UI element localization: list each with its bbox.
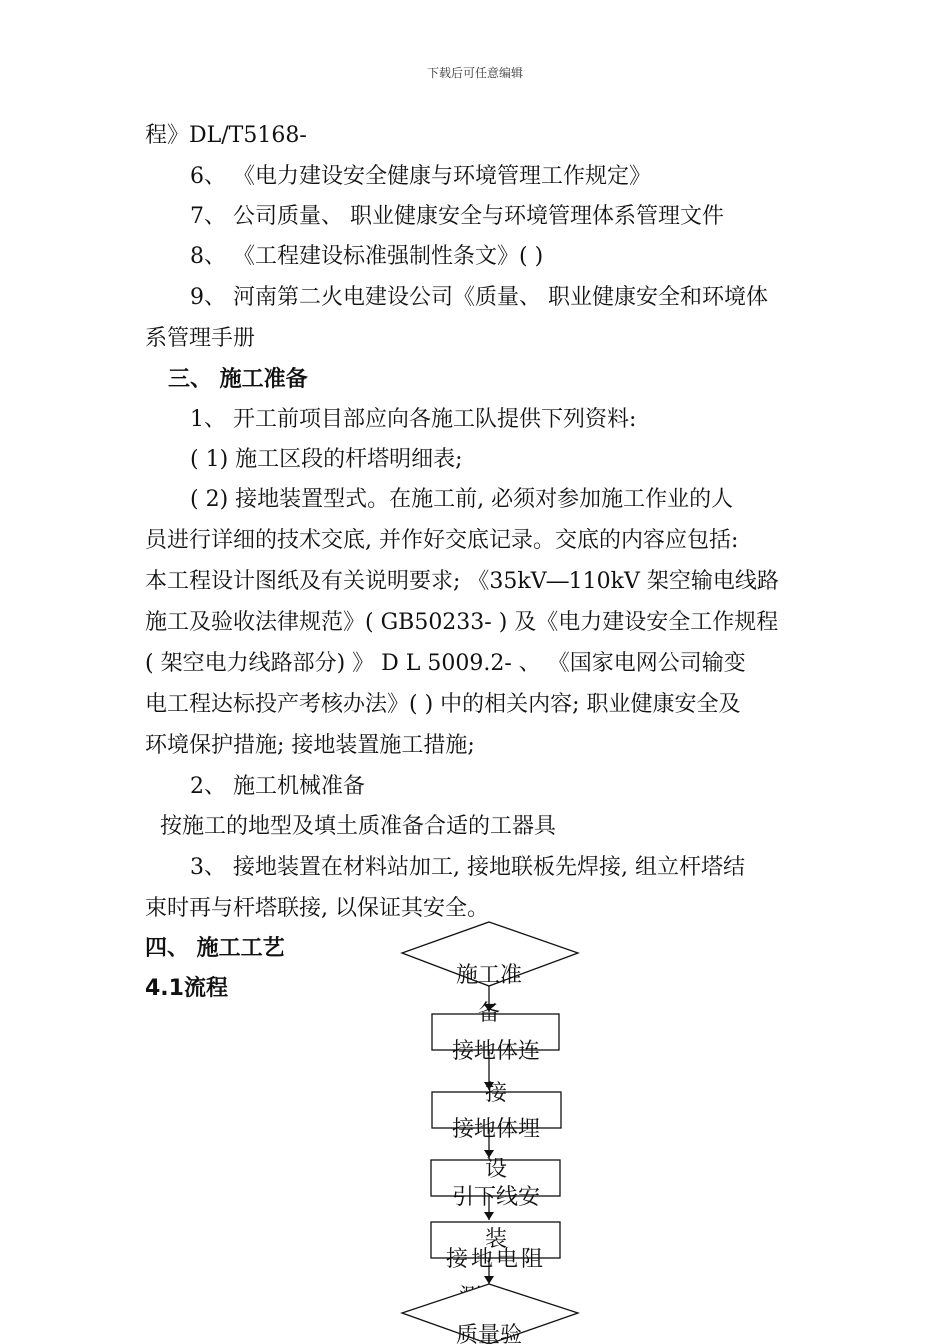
flow-node-label: 接地体埋	[451, 1117, 541, 1142]
flow-node-inspect	[402, 1284, 578, 1344]
flow-node-label: 接地电阻	[445, 1247, 547, 1272]
text-line: ( 2) 接地装置型式。在施工前, 必须对参加施工作业的人	[190, 487, 734, 512]
flowchart	[380, 915, 610, 1344]
text-line: 员进行详细的技术交底, 并作好交底记录。交底的内容应包括:	[145, 528, 739, 553]
text-line: 电工程达标投产考核办法》( ) 中的相关内容; 职业健康安全及	[145, 692, 741, 717]
flow-node-label: 接	[484, 1081, 508, 1106]
text-line: 系管理手册	[145, 326, 256, 351]
text-line: 6、 《电力建设安全健康与环境管理工作规定》	[190, 164, 651, 189]
text-line: 3、 接地装置在材料站加工, 接地联板先焊接, 组立杆塔结	[190, 855, 745, 880]
text-line: 施工及验收法律规范》( GB50233- ) 及《电力建设安全工作规程	[145, 610, 779, 635]
text-line: 8、 《工程建设标准强制性条文》( )	[190, 244, 544, 269]
text-line: 按施工的地型及填土质准备合适的工器具	[160, 814, 557, 839]
arrow-icon	[484, 1212, 494, 1220]
text-line: 9、 河南第二火电建设公司《质量、 职业健康安全和环境体	[190, 285, 768, 310]
text-line: 1、 开工前项目部应向各施工队提供下列资料:	[190, 407, 637, 432]
text-line: 程》DL/T5168-	[145, 123, 307, 148]
section-heading: 四、 施工工艺	[145, 936, 285, 961]
flow-node-label: 备	[477, 1001, 501, 1026]
flow-node-label: 引下线安	[451, 1185, 541, 1210]
text-line: ( 1) 施工区段的杆塔明细表;	[190, 447, 463, 472]
flow-node-label: 施工准	[455, 963, 523, 988]
text-line: 环境保护措施; 接地装置施工措施;	[145, 733, 475, 758]
flow-node-prepare	[402, 922, 578, 1026]
flow-node-label: 设	[484, 1157, 508, 1182]
flow-node-label: 接地体连	[451, 1039, 541, 1064]
text-line: 本工程设计图纸及有关说明要求; 《35kV―110kV 架空输电线路	[145, 569, 779, 594]
text-line: 2、 施工机械准备	[190, 774, 365, 799]
text-line: 束时再与杆塔联接, 以保证其安全。	[145, 896, 489, 921]
arrow-icon	[484, 1276, 494, 1284]
page-header: 下载后可任意编辑	[426, 66, 523, 80]
flow-node-label: 装	[484, 1227, 508, 1252]
subsection-heading: 4.1流程	[145, 976, 228, 1001]
text-line: ( 架空电力线路部分) 》 D L 5009.2- 、 《国家电网公司输变	[145, 651, 746, 676]
section-heading: 三、 施工准备	[168, 367, 308, 392]
flow-node-label: 质量验	[455, 1323, 523, 1344]
text-line: 7、 公司质量、 职业健康安全与环境管理体系管理文件	[190, 204, 724, 229]
